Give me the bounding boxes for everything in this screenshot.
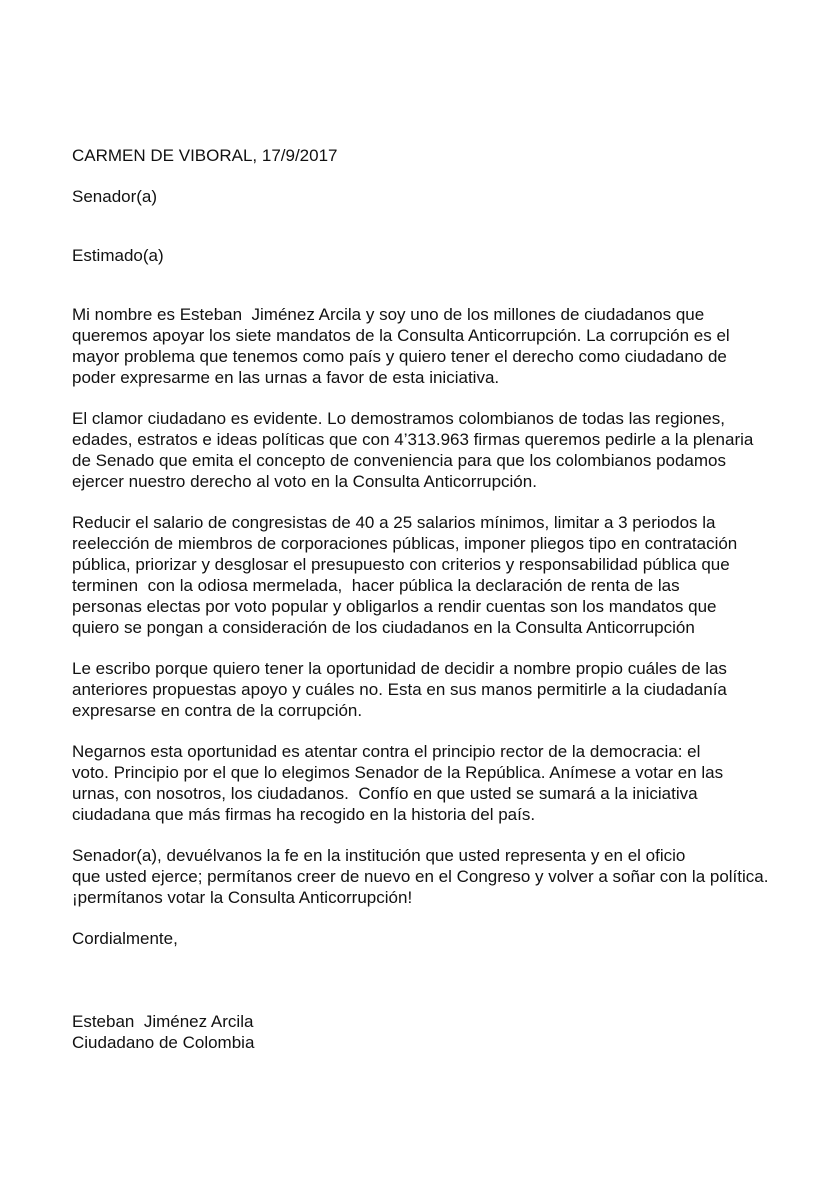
- signature-name: Esteban Jiménez Arcila: [72, 1012, 254, 1031]
- paragraph-line: mayor problema que tenemos como país y quiero tener el derecho como ciudadano de: [72, 347, 727, 366]
- letter-paragraph: [72, 658, 792, 721]
- paragraph-line: ciudadana que más firmas ha recogido en la historia del país.: [72, 805, 536, 824]
- letter-signature: [72, 1011, 792, 1053]
- paragraph-line: voto. Principio por el que lo elegimos Senador de la República. Anímese a votar en las: [72, 763, 724, 782]
- letter-paragraph: [72, 741, 792, 825]
- paragraph-line: poder expresarme en las urnas a favor de esta iniciativa.: [72, 368, 500, 387]
- paragraph-line: pública, priorizar y desglosar el presupuesto con criterios y responsabilidad pública que: [72, 555, 730, 574]
- paragraph-line: El clamor ciudadano es evidente. Lo demostramos colombianos de todas las regiones,: [72, 409, 725, 428]
- letter-document: [72, 145, 792, 1053]
- paragraph-line: ejercer nuestro derecho al voto en la Consulta Anticorrupción.: [72, 472, 537, 491]
- paragraph-line: Negarnos esta oportunidad es atentar contra el principio rector de la democracia: el: [72, 742, 701, 761]
- paragraph-line: queremos apoyar los siete mandatos de la Consulta Anticorrupción. La corrupción es el: [72, 326, 730, 345]
- paragraph-line: Mi nombre es Esteban Jiménez Arcila y soy uno de los millones de ciudadanos que: [72, 305, 705, 324]
- paragraph-line: terminen con la odiosa mermelada, hacer pública la declaración de renta de las: [72, 576, 680, 595]
- letter-paragraph: [72, 512, 792, 638]
- paragraph-line: expresarse en contra de la corrupción.: [72, 701, 363, 720]
- letter-closing: Cordialmente,: [72, 929, 178, 948]
- paragraph-line: Senador(a), devuélvanos la fe en la institución que usted representa y en el oficio: [72, 846, 686, 865]
- paragraph-line: quiero se pongan a consideración de los ciudadanos en la Consulta Anticorrupción: [72, 618, 695, 637]
- letter-paragraph: [72, 845, 792, 908]
- paragraph-line: reelección de miembros de corporaciones públicas, imponer pliegos tipo en contratación: [72, 534, 738, 553]
- paragraph-line: Reducir el salario de congresistas de 40 a 25 salarios mínimos, limitar a 3 periodos la: [72, 513, 716, 532]
- letter-paragraph: [72, 304, 792, 388]
- letter-dateline: CARMEN DE VIBORAL, 17/9/2017: [72, 146, 338, 165]
- letter-greeting: Estimado(a): [72, 246, 164, 265]
- paragraph-line: edades, estratos e ideas políticas que con 4’313.963 firmas queremos pedirle a la plenaria: [72, 430, 754, 449]
- letter-recipient: Senador(a): [72, 187, 158, 206]
- paragraph-line: Le escribo porque quiero tener la oportunidad de decidir a nombre propio cuáles de las: [72, 659, 727, 678]
- paragraph-line: de Senado que emita el concepto de conveniencia para que los colombianos podamos: [72, 451, 727, 470]
- letter-paragraph: [72, 408, 792, 492]
- signature-title: Ciudadano de Colombia: [72, 1033, 255, 1052]
- paragraph-line: ¡permítanos votar la Consulta Anticorrupción!: [72, 888, 413, 907]
- letter-body: [72, 304, 792, 908]
- paragraph-line: anteriores propuestas apoyo y cuáles no. Esta en sus manos permitirle a la ciudadanía: [72, 680, 727, 699]
- paragraph-line: urnas, con nosotros, los ciudadanos. Confío en que usted se sumará a la iniciativa: [72, 784, 698, 803]
- paragraph-line: que usted ejerce; permítanos creer de nuevo en el Congreso y volver a soñar con la política.: [72, 867, 769, 886]
- paragraph-line: personas electas por voto popular y obligarlos a rendir cuentas son los mandatos que: [72, 597, 717, 616]
